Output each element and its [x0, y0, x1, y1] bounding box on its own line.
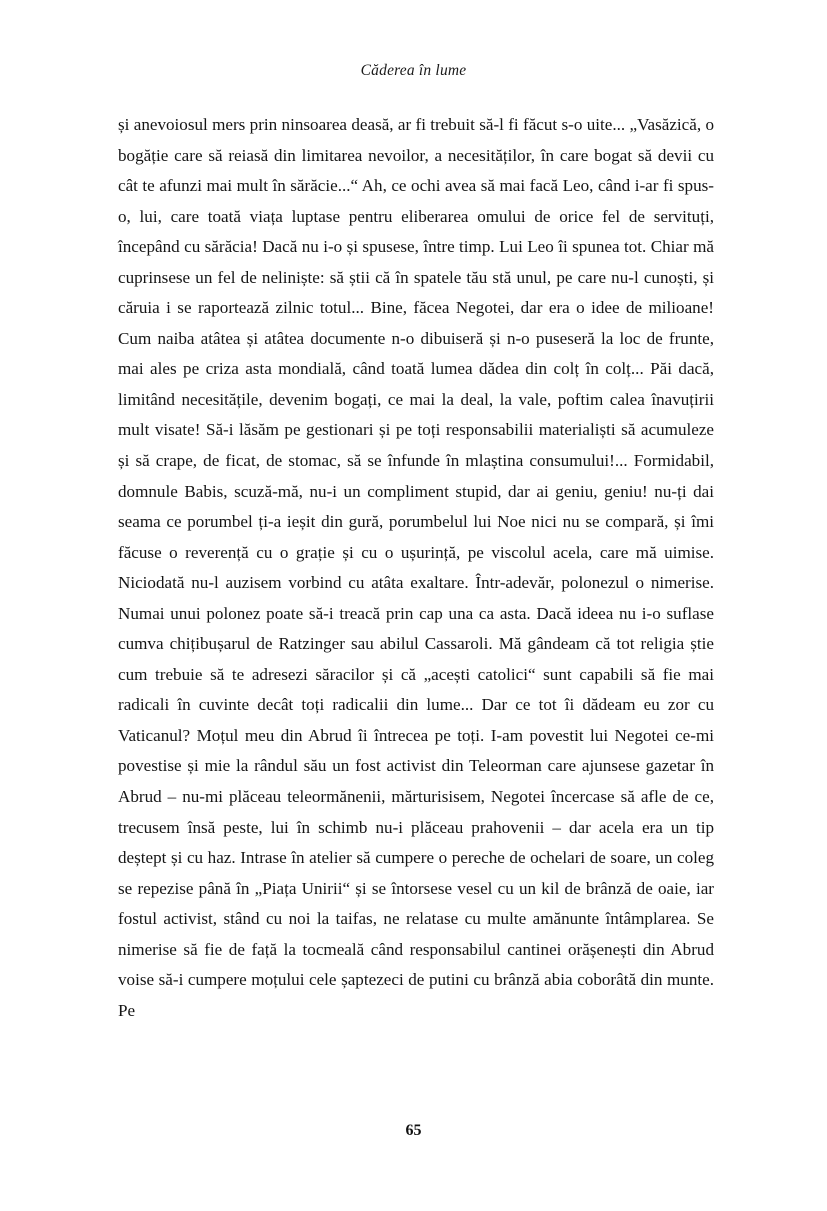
- page-number: 65: [405, 1122, 422, 1139]
- body-paragraph: și anevoiosul mers prin ninsoarea deasă, ar fi trebuit să-l fi făcut s-o uite... „Vasăzică, o bogăție care să reiasă din limitarea nevoilor, a necesităților, în care bogat să devii cu cât te afunzi mai mult în sărăcie...“ Ah, ce ochi avea să mai facă Leo, când i-ar fi spus-o, lui, care toată viața luptase pentru eliberarea omului de orice fel de servituți, începând cu sărăcia! Dacă nu i-o și spusese, între timp. Lui Leo îi spunea tot. Chiar mă cuprinsese un fel de neliniște: să știi că în spatele tău stă unul, pe care nu-l cunoști, și căruia i se raportează zilnic totul... Bine, făcea Negotei, dar era o idee de milioane! Cum naiba atâtea și atâtea documente n-o dibuiseră și n-o puseseră la loc de frunte, mai ales pe criza asta mondială, când toată lumea dădea din colț în colț... Păi dacă, limitând necesitățile, devenim bogați, ce mai la deal, la vale, poftim calea înavuțirii mult visate! Să-i lăsăm pe gestionari și pe toți responsabilii materialiști să acumuleze și să crape, de ficat, de stomac, să se înfunde în mlaștina consumului!... Formidabil, domnule Babis, scuză-mă, nu-i un compliment stupid, dar ai geniu, geniu! nu-ți dai seama ce porumbel ți-a ieșit din gură, porumbelul lui Noe nici nu se compară, și îmi făcuse o reverență cu o grație și cu o ușurință, pe viscolul acela, care mă uimise. Niciodată nu-l auzisem vorbind cu atâta exaltare. Într-adevăr, polonezul o nimerise. Numai unui polonez poate să-i treacă prin cap una ca asta. Dacă ideea nu i-o suflase cumva chițibușarul de Ratzinger sau abilul Cassaroli. Mă gândeam că tot religia știe cum trebuie să te adresezi săracilor și că „acești catolici“ sunt capabili să fie mai radicali în cuvinte decât toți radicalii din lume... Dar ce tot îi dădeam eu zor cu Vaticanul? Moțul meu din Abrud îi întrecea pe toți. I-am povestit lui Negotei ce-mi povestise și mie la rândul său un fost activist din Teleorman care ajunsese gazetar în Abrud – nu-mi plăceau teleormănenii, mărturisisem, Negotei încercase să afle de ce, trecusem însă peste, lui în schimb nu-i plăceau prahovenii – dar acela era un tip deștept și cu haz. Intrase în atelier să cumpere o pereche de ochelari de soare, un coleg se repezise până în „Piața Unirii“ și se întorsese vesel cu un kil de brânză de oaie, iar fostul activist, stând cu noi la taifas, ne relatase cu multe amănunte întâmplarea. Se nimerise să fie de față la tocmeală când responsabilul cantinei orășenești din Abrud voise să-i cumpere moțului cele șaptezeci de putini cu brânză abia coborâtă din munte. Pe: [118, 115, 714, 1020]
- running-head: Căderea în lume: [360, 62, 467, 79]
- body-text-block: [118, 110, 714, 1026]
